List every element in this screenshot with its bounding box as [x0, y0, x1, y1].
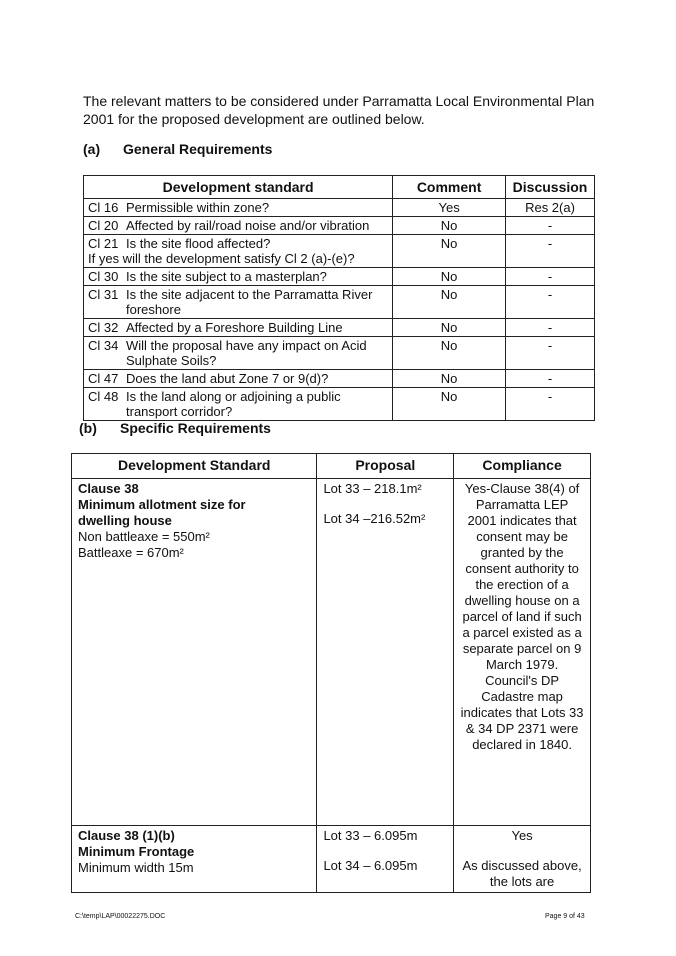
clause-subtitle: Minimum allotment size for	[78, 497, 246, 512]
section-a-title: General Requirements	[123, 141, 273, 157]
standard-line: Non battleaxe = 550m²	[78, 529, 210, 544]
clause-text: Is the site subject to a masterplan?	[126, 269, 327, 284]
clause-number: Cl 20	[88, 218, 119, 233]
clause-extra-text: If yes will the development satisfy Cl 2 (a)-(e)?	[88, 251, 355, 266]
table-row	[84, 268, 595, 286]
table-header-row	[72, 454, 591, 479]
footer-file-path: C:\temp\LAP\00022275.DOC	[75, 913, 166, 920]
comment-cell: No	[393, 286, 506, 319]
clause-text: Is the site flood affected?	[126, 236, 271, 251]
clause-title: Clause 38	[78, 481, 139, 496]
comment-cell: No	[393, 370, 506, 388]
clause-number: Cl 21	[88, 236, 119, 251]
discussion-cell: -	[506, 388, 595, 421]
clause-number: Cl 16	[88, 200, 119, 215]
section-b-title: Specific Requirements	[120, 420, 271, 436]
header-comment: Comment	[393, 176, 506, 199]
discussion-cell: -	[506, 217, 595, 235]
clause-subtitle: dwelling house	[78, 513, 172, 528]
section-b-heading	[79, 420, 271, 436]
clause-text: Will the proposal have any impact on Acid Sulphate Soils?	[126, 338, 367, 368]
comment-cell: No	[393, 217, 506, 235]
clause-number: Cl 47	[88, 371, 119, 386]
header-development-standard: Development Standard	[72, 454, 317, 479]
section-a-label: (a)	[83, 141, 101, 157]
clause-text: Is the land along or adjoining a public transport corridor?	[126, 389, 341, 419]
comment-cell: No	[393, 319, 506, 337]
comment-cell: No	[393, 235, 506, 268]
section-b-label: (b)	[79, 420, 97, 436]
table-row	[84, 337, 595, 370]
header-compliance: Compliance	[454, 454, 591, 479]
table-row	[84, 388, 595, 421]
clause-number: Cl 48	[88, 389, 119, 404]
compliance-line: As discussed above, the lots are	[462, 858, 582, 889]
specific-requirements-table	[71, 453, 591, 893]
comment-cell: No	[393, 388, 506, 421]
clause-number: Cl 31	[88, 287, 119, 302]
table-row	[84, 286, 595, 319]
comment-cell: No	[393, 337, 506, 370]
standard-line: Minimum width 15m	[78, 860, 194, 875]
clause-number: Cl 34	[88, 338, 119, 353]
proposal-line: Lot 34 – 6.095m	[323, 858, 418, 873]
section-a-heading	[83, 141, 272, 157]
clause-number: Cl 30	[88, 269, 119, 284]
clause-text: Does the land abut Zone 7 or 9(d)?	[126, 371, 329, 386]
proposal-line: Lot 34 –216.52m²	[323, 511, 426, 526]
discussion-cell: Res 2(a)	[506, 199, 595, 217]
footer-page-number: Page 9 of 43	[545, 913, 585, 920]
comment-cell: No	[393, 268, 506, 286]
compliance-line: Yes	[511, 828, 533, 843]
proposal-line: Lot 33 – 218.1m²	[323, 481, 422, 496]
table-row	[72, 479, 591, 826]
header-discussion: Discussion	[506, 176, 595, 199]
standard-line: Battleaxe = 670m²	[78, 545, 184, 560]
table-header-row	[84, 176, 595, 199]
clause-text: Affected by rail/road noise and/or vibration	[126, 218, 370, 233]
header-development-standard: Development standard	[84, 176, 393, 199]
clause-text: Affected by a Foreshore Building Line	[126, 320, 343, 335]
header-proposal: Proposal	[317, 454, 454, 479]
discussion-cell: -	[506, 370, 595, 388]
clause-subtitle: Minimum Frontage	[78, 844, 195, 859]
general-requirements-table	[83, 175, 595, 421]
clause-title: Clause 38 (1)(b)	[78, 828, 175, 843]
table-row	[84, 319, 595, 337]
intro-paragraph: The relevant matters to be considered under Parramatta Local Environmental Plan 2001 for the proposed development are outlined below.	[83, 93, 595, 127]
clause-number: Cl 32	[88, 320, 119, 335]
discussion-cell: -	[506, 286, 595, 319]
table-row	[72, 826, 591, 893]
discussion-cell: -	[506, 319, 595, 337]
table-row	[84, 235, 595, 268]
table-row	[84, 217, 595, 235]
table-row	[84, 370, 595, 388]
clause-text: Is the site adjacent to the Parramatta River foreshore	[126, 287, 373, 317]
discussion-cell: -	[506, 337, 595, 370]
discussion-cell: -	[506, 268, 595, 286]
clause-text: Permissible within zone?	[126, 200, 270, 215]
comment-cell: Yes	[393, 199, 506, 217]
table-row	[84, 199, 595, 217]
proposal-line: Lot 33 – 6.095m	[323, 828, 418, 843]
discussion-cell: -	[506, 235, 595, 268]
compliance-cell: Yes-Clause 38(4) of Parramatta LEP 2001 indicates that consent may be granted by the consent authority to the erection of a dwelling house on a parcel of land if such a parcel existed as a separate parcel on 9 March 1979. Council's DP Cadastre map indicates that Lots 33 & 34 DP 2371 were declared in 1840.	[454, 479, 591, 826]
